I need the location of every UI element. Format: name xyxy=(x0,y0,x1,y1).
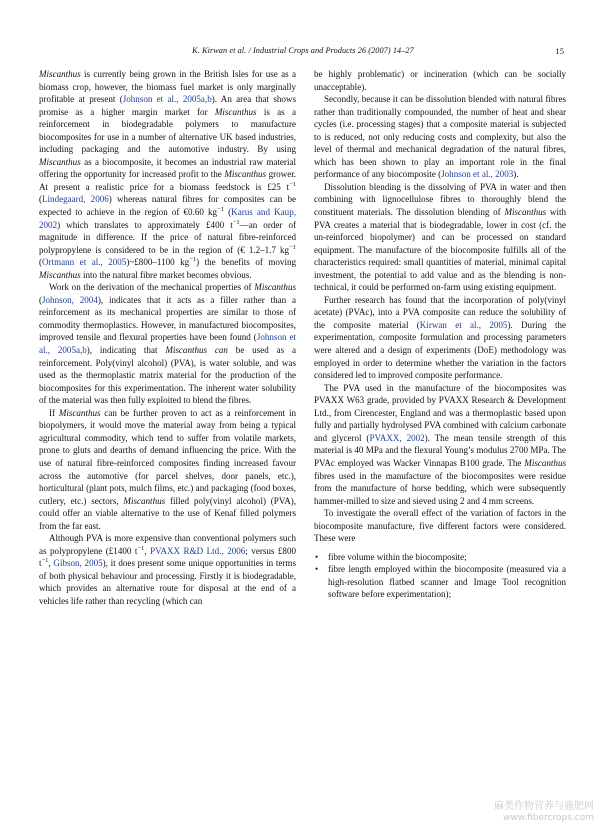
text-run: ), it does present some unique opportunities in terms of both physical behaviour and processing. Firstly it is biodegradable, which provides an alternative route for disposal at the end of a vehicles life rather than recycling (which can xyxy=(39,558,296,606)
citation-link[interactable]: PVAXX, 2002 xyxy=(369,432,425,443)
citation-link[interactable]: Gibson, 2005 xyxy=(53,558,103,569)
text-run: )~£800–1100 kg xyxy=(126,257,190,268)
left-column xyxy=(39,68,296,608)
site-watermark xyxy=(494,801,594,824)
body-paragraph xyxy=(39,532,296,607)
italic-term: Miscanthus xyxy=(39,156,81,167)
factor-text: fibre volume within the biocomposite; xyxy=(328,551,467,562)
italic-term: Miscanthus xyxy=(524,457,566,468)
text-run: fibres used in the manufacture of the biocomposites were residue from the manufacture of horse bedding, which were subsequently hammer-milled to size and sieved using 2 and 4 mm screens. xyxy=(314,470,566,506)
unit-exponent: −1 xyxy=(137,544,145,552)
factor-text: fibre length employed within the biocomposite (measured via a high-resolution flatbed scanner and Image Tool recognition software before experimentation); xyxy=(328,564,566,600)
text-run: ). The mean tensile strength of this material is 40 MPa and the flexural Young’s modulus 2700 MPa. The PVAc employed was Wacker Vinnapas B100 grade. The xyxy=(314,432,566,468)
watermark-chinese-text: 麻类作物营养与施肥网 xyxy=(494,801,594,812)
text-run: filled poly(vinyl alcohol) (PVA), could offer an viable alternative to the use of Kenaf filled polymers from the far east. xyxy=(39,495,297,531)
text-run: into the natural fibre market becomes obvious. xyxy=(80,269,252,280)
text-run: Although PVA is more expensive than conventional polymers such as polypropylene (£1400 t xyxy=(39,533,296,556)
unit-exponent: −1 xyxy=(189,256,197,264)
watermark-url: www.fibercrops.com xyxy=(503,813,594,823)
citation-link[interactable]: Johnson, 2004 xyxy=(42,294,98,305)
italic-term: Miscanthus xyxy=(224,169,267,180)
citation-link[interactable]: PVAXX R&D Ltd., 2006 xyxy=(150,545,246,556)
text-run: Secondly, because it can be dissolution blended with natural fibres rather than traditionally compounded, the number of heat and shear cycles (i.e. processing stages) that a composite material is subjected to is reduced, not only reducing costs and complexity, but also the level of thermal and mechanical degradation of the natural fibres, which has been shown to play an important role in the final performance of any biocomposite ( xyxy=(314,94,566,180)
text-run: ) whereas natural fibres for composites can be expected to achieve in the region of €0.60 kg xyxy=(39,194,296,218)
citation-link[interactable]: Johnson et al., 2005a,b xyxy=(122,94,212,105)
text-run: —an order of magnitude in difference. If the price of natural fibre-reinforced polypropylene is considered to be in the region of (€ 1.2–1.7 kg xyxy=(39,219,296,255)
unit-exponent: −1 xyxy=(289,180,296,188)
bullet-icon: • xyxy=(315,564,319,575)
italic-term: Miscanthus xyxy=(504,207,547,218)
citation-link[interactable]: Johnson et al., 2003 xyxy=(441,169,514,180)
factors-list xyxy=(314,551,566,601)
text-run: Further research has found that the incorporation of poly(vinyl acetate) (PVAc), into a PVA composite can reduce the solubility of the composite material ( xyxy=(314,294,566,330)
text-run: ; versus £800 t xyxy=(39,545,296,569)
text-run: can be further proven to act as a reinforcement in biopolymers, it would move the material away from being a typical agricultural commodity, which tend to suffer from volatile markets, prone to gluts and dearths of demand influencing the price. With the use of natural fibre-reinforced composites finding increased favour across the automotive (for parcel shelves, door panels, etc.), horticultural (plant pots, mulch films, etc.) and packaging (food boxes, cutlery, etc.) sectors, xyxy=(39,407,296,506)
text-run: ). During the experimentation, composite formulation and processing parameters were altered and a design of experiments (DoE) methodology was employed in order to determine whether the variation in the factors considered led to improved composite performance. xyxy=(314,319,566,381)
citation-link[interactable]: Johnson et al., 2005a,b xyxy=(39,332,297,356)
body-paragraph xyxy=(39,68,296,281)
italic-term: Miscanthus xyxy=(123,495,166,506)
text-run: ) which translates to approximately £400 t xyxy=(57,219,233,230)
right-column xyxy=(314,68,566,601)
text-run: ( xyxy=(39,294,43,305)
citation-link[interactable]: Ortmann et al., 2005 xyxy=(42,257,127,268)
unit-exponent: −1 xyxy=(41,557,49,565)
citation-link[interactable]: Karus and Kaup, 2002 xyxy=(39,207,296,230)
text-run: , xyxy=(48,558,54,569)
body-paragraph xyxy=(39,281,296,406)
factor-list-item xyxy=(314,551,566,564)
text-run: be highly problematic) or incineration (which can be socially unacceptable). xyxy=(314,69,566,92)
text-run: is currently being grown in the British Isles for use as a biomass crop, however, the biomass fuel market is only marginally profitable at present ( xyxy=(39,69,296,105)
unit-exponent: −1 xyxy=(289,243,296,251)
body-paragraph xyxy=(314,93,566,181)
text-run: ), indicating that xyxy=(86,345,166,356)
italic-term: Miscanthus xyxy=(39,269,81,280)
text-run: ), indicates that it acts as a filler rather than a reinforcement as its mechanical properties are similar to those of commodity thermoplastics. However, in manufactured biocomposites, improved tensile and flexural properties have been found ( xyxy=(39,294,296,343)
italic-term: Miscanthus xyxy=(39,69,81,79)
unit-exponent: −1 xyxy=(217,206,225,213)
body-paragraph xyxy=(314,181,566,294)
citation-link[interactable]: Lindegaard, 2006 xyxy=(42,194,109,205)
text-run: be used as a reinforcement. Poly(vinyl alcohol) (PVA), is water soluble, and was used as the thermoplastic matrix material for the production of the biocomposites for this experimentation. The inherent water solubility of the material was then fully exploited to blend the fibres. xyxy=(39,345,296,406)
text-run: ( xyxy=(39,194,43,205)
body-paragraph xyxy=(39,407,296,532)
factor-list-item xyxy=(314,563,566,601)
bullet-icon: • xyxy=(315,551,319,562)
right-column-paragraphs xyxy=(314,68,566,545)
text-run: Dissolution blending is the dissolving of PVA in water and then combining with lignocellulose fibres to thoroughly blend the constituent materials. The dissolution blending of xyxy=(314,181,566,218)
running-title: K. Kirwan et al. / Industrial Crops and Products 26 (2007) 14–27 xyxy=(192,46,414,55)
text-run: ( xyxy=(39,257,43,268)
text-run: as a biocomposite, it becomes an industrial raw material offering the opportunity for increased profit to the xyxy=(39,156,296,180)
text-run: grower. At present a realistic price for a biomass feedstock is £25 t xyxy=(39,169,296,192)
text-run: To investigate the overall effect of the variation of factors in the biocomposite manufacture, five different factors were considered. These were xyxy=(314,508,566,544)
text-run: If xyxy=(49,407,59,418)
unit-exponent: −1 xyxy=(232,218,240,226)
citation-link[interactable]: Kirwan et al., 2005 xyxy=(419,319,508,330)
text-run: ) the benefits of moving xyxy=(196,257,297,268)
body-paragraph xyxy=(314,68,566,93)
text-run: , xyxy=(144,545,151,556)
page-number: 15 xyxy=(555,46,564,56)
italic-term: Miscanthus xyxy=(254,282,296,293)
text-run: is as a reinforcement in biodegradable polymers to manufacture biocomposites for use in a number of alternative UK based industries, including packaging and the automotive industry. By using xyxy=(39,106,296,155)
text-run: ). An area that shows promise as a higher margin market for xyxy=(39,94,296,117)
text-run: The PVA used in the manufacture of the biocomposites was PVAXX W63 grade, provided by PVAXX Research & Development Ltd., from Cirencester, England and was a thermoplastic based upon fully and partially hydrolysed PVA combined with calcium carbonate and glycerol ( xyxy=(314,382,566,443)
running-header xyxy=(0,46,606,60)
body-paragraph xyxy=(314,294,566,382)
italic-term: Miscanthus xyxy=(214,106,257,117)
text-run: Work on the derivation of the mechanical properties of xyxy=(49,282,255,293)
italic-term: Miscanthus can xyxy=(165,345,228,356)
text-run: ). xyxy=(513,169,519,180)
body-paragraph xyxy=(314,507,566,545)
text-run: with PVA creates a material that is biodegradable, lower in cost (cf. the un-reinforced biopolymer) and can be processed on standard equipment. The manufacture of the biocomposite fulfills all of the characteristics required: small quantities of material, minimal capital investment, the potential to add value and as the blending is non-technical, it could be performed on-farm using existing equipment. xyxy=(314,207,566,293)
body-paragraph xyxy=(314,382,566,507)
text-run: ( xyxy=(224,207,232,218)
italic-term: Miscanthus xyxy=(58,407,101,418)
